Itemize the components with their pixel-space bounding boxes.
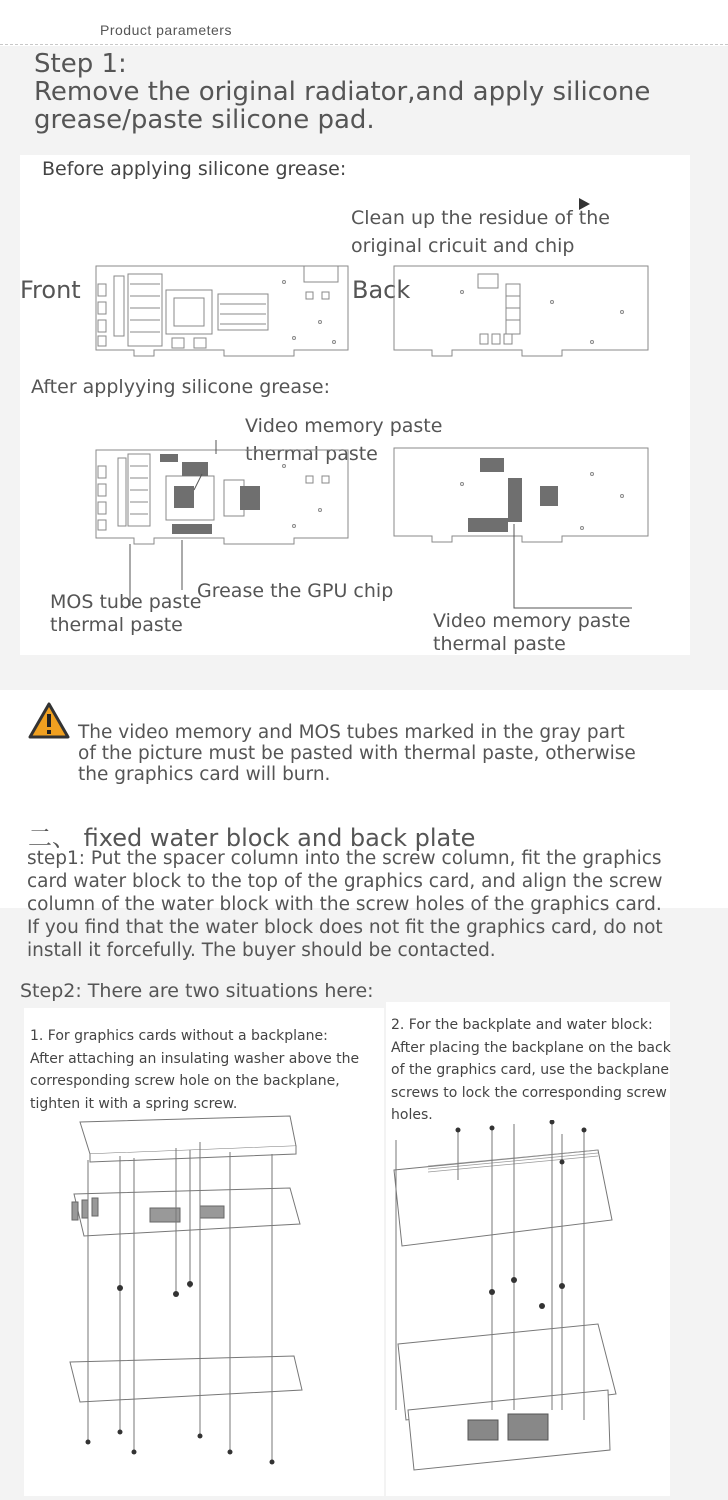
case2-line2: After placing the backplane on the back <box>391 1039 671 1056</box>
section2-para-line2: card water block to the top of the graphics card, and align the screw <box>27 871 663 892</box>
case1-line1: 1. For graphics cards without a backplane: <box>30 1028 328 1044</box>
case1-line2: After attaching an insulating washer above the <box>30 1050 360 1067</box>
front-label: Front <box>20 276 81 304</box>
vm-bottom-label <box>433 610 630 656</box>
section2-para-line4: If you find that the water block does not fit the graphics card, do not <box>27 917 663 938</box>
case2-line4: screws to lock the corresponding screw <box>391 1084 667 1101</box>
warning-text <box>78 722 718 785</box>
back-board-before-diagram <box>392 262 652 362</box>
case1-text <box>30 1025 359 1115</box>
warning-line3: the graphics card will burn. <box>78 764 331 785</box>
section2-para-line3: column of the water block with the screw holes of the graphics card. <box>27 894 662 915</box>
after-heading: After applyying silicone grease: <box>31 376 330 398</box>
section2-para-line5: install it forcefully. The buyer should be contacted. <box>27 940 496 961</box>
warning-triangle-icon <box>28 702 70 740</box>
front-board-before-diagram <box>94 262 352 360</box>
arrow-pointer-icon <box>576 196 592 212</box>
back-board-after-diagram <box>392 444 652 612</box>
step2-title: Step2: There are two situations here: <box>20 980 374 1002</box>
case1-line4: tighten it with a spring screw. <box>30 1095 238 1112</box>
warning-line2: of the picture must be pasted with thermal paste, otherwise <box>78 743 636 764</box>
mos-label-line2: thermal paste <box>50 614 183 636</box>
warning-line1: The video memory and MOS tubes marked in the gray part <box>78 722 625 743</box>
vm-bottom-label-line2: thermal paste <box>433 633 566 655</box>
step1-title-line2: Remove the original radiator,and apply silicone <box>34 77 651 107</box>
section2-para-line1: step1: Put the spacer column into the screw column, fit the graphics <box>27 848 662 869</box>
case1-line3: corresponding screw hole on the backplane, <box>30 1073 340 1089</box>
case2-line3: of the graphics card, use the backplane <box>391 1062 670 1078</box>
vm-bottom-label-line1: Video memory paste <box>433 610 631 632</box>
case2-line1: 2. For the backplate and water block: <box>391 1017 653 1033</box>
before-note <box>351 204 610 260</box>
case2-text <box>391 1014 671 1127</box>
step1-title <box>34 50 650 134</box>
step1-title-line1: Step 1: <box>34 49 127 79</box>
case1-exploded-diagram <box>60 1112 310 1482</box>
mos-label-line1: MOS tube paste <box>50 591 202 613</box>
before-heading: Before applying silicone grease: <box>42 158 347 180</box>
mos-label <box>50 591 201 637</box>
case2-line5: holes. <box>391 1107 433 1123</box>
before-note-line2: original cricuit and chip <box>351 235 575 257</box>
gpu-label: Grease the GPU chip <box>197 580 394 602</box>
case2-exploded-diagram <box>388 1120 668 1490</box>
vm-top-label-line2: thermal paste <box>245 443 378 465</box>
header-label: Product parameters <box>100 22 232 38</box>
header-divider <box>0 44 728 45</box>
section2-paragraph <box>27 847 727 962</box>
back-label: Back <box>352 276 411 304</box>
section2-title: 二、 fixed water block and back plate <box>28 824 476 852</box>
before-note-line1: Clean up the residue of the <box>351 207 610 229</box>
step1-title-line3: grease/paste silicone pad. <box>34 105 375 135</box>
vm-top-label-line1: Video memory paste <box>245 415 443 437</box>
